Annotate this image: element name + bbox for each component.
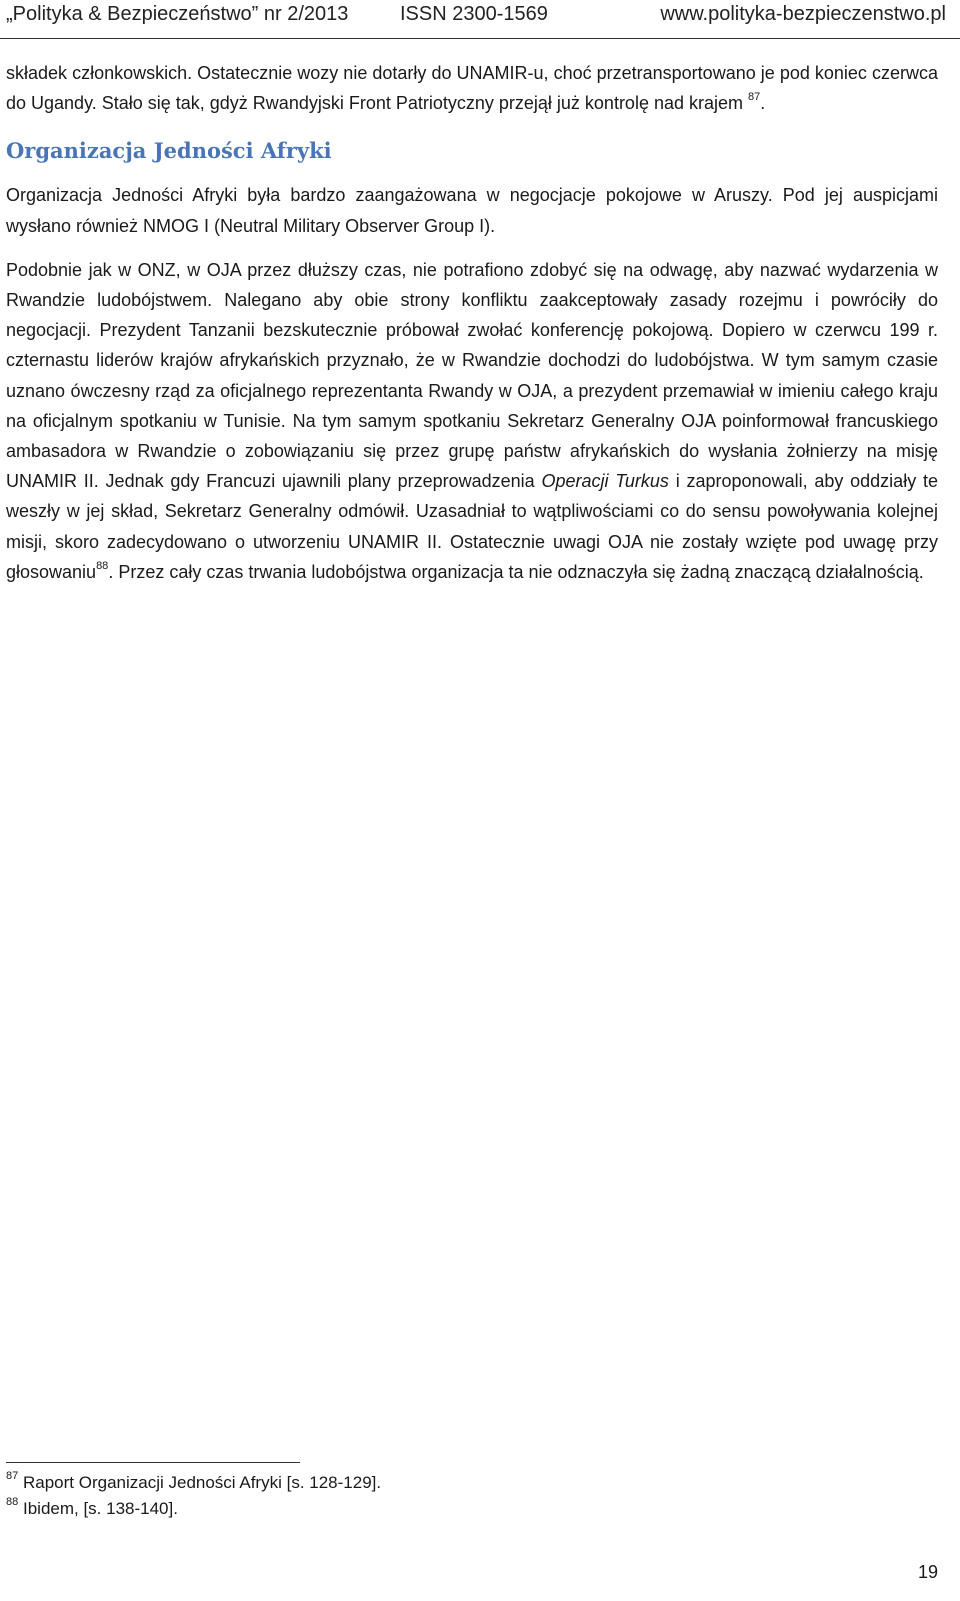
footnote-reference[interactable]: 88 (96, 559, 109, 572)
main-text (6, 58, 938, 587)
footnote-number: 87 (6, 1470, 19, 1482)
paragraph-text-end: . Przez cały czas trwania ludobójstwa organizacja ta nie odznaczyła się żadną znaczącą działalnością. (108, 561, 924, 582)
paragraph-text-end: . (760, 93, 766, 114)
footnote-item (6, 1470, 906, 1496)
running-header (0, 0, 960, 39)
footnote-text: Raport Organizacji Jedności Afryki [s. 128-129]. (22, 1473, 382, 1492)
operation-name: Operacji Turkus (541, 471, 669, 492)
footnote-item (6, 1496, 906, 1522)
section-heading: Organizacja Jedności Afryki (6, 138, 332, 164)
paragraph-text: Podobnie jak w ONZ, w OJA przez dłuższy czas, nie potrafiono zdobyć się na odwagę, aby nazwać wydarzenia w Rwandzie ludobójstwem. Nalegano aby obie strony konfliktu zaakceptowały zasady rozejmu i powróciły do negocjacji. Prezydent Tanzanii bezskutecznie próbował zwołać konferencję pokojową. Dopiero w czerwcu 199 r. czternastu liderów krajów afrykańskich przyznało, że w Rwandzie dochodzi do ludobójstwa. W tym samym czasie uznano ówczesny rząd za oficjalnego reprezentanta Rwandy w OJA, a prezydent przemawiał w imieniu całego kraju na oficjalnym spotkaniu w Tunisie. Na tym samym spotkaniu Sekretarz Generalny OJA poinformował francuskiego ambasadora w Rwandzie o zobowiązaniu się przez grupę państw afrykańskich do wysłania żołnierzy na misję UNAMIR II. Jednak gdy Francuzi ujawnili plany przeprowadzenia (6, 259, 938, 492)
footnote-reference[interactable]: 87 (748, 91, 761, 104)
paragraph-continuation (6, 58, 938, 118)
journal-title: „Polityka & Bezpieczeństwo” nr 2/2013 (6, 3, 349, 25)
paragraph-oja-details (6, 255, 938, 587)
footnote-number: 88 (6, 1496, 19, 1508)
paragraph-text: składek członkowskich. Ostatecznie wozy nie dotarły do UNAMIR-u, choć przetransportowano je pod koniec czerwca do Ugandy. Stało się tak, gdyż Rwandyjski Front Patriotyczny przejął już kontrolę nad krajem (6, 63, 938, 114)
journal-url[interactable]: www.polityka-bezpieczenstwo.pl (660, 3, 946, 25)
page-number: 19 (917, 1562, 938, 1582)
footnote-separator (6, 1462, 300, 1463)
footnotes (6, 1470, 906, 1522)
paragraph-text: i zaproponowali, aby oddziały te weszły w jej skład, Sekretarz Generalny odmówił. Uzasadniał to wątpliwościami co do sensu powoływania kolejnej misji, skoro zadecydowano o utworzeniu UNAMIR II. Ostatecznie uwagi OJA nie zostały wzięte pod uwagę przy głosowaniu (6, 471, 938, 582)
paragraph-oja-intro: Organizacja Jedności Afryki była bardzo zaangażowana w negocjacje pokojowe w Aruszy. Pod jej auspicjami wysłano również NMOG I (Neutral Military Observer Group I). (6, 185, 938, 236)
issn-number: ISSN 2300-1569 (400, 3, 548, 25)
footnote-text: Ibidem, [s. 138-140]. (22, 1499, 178, 1518)
